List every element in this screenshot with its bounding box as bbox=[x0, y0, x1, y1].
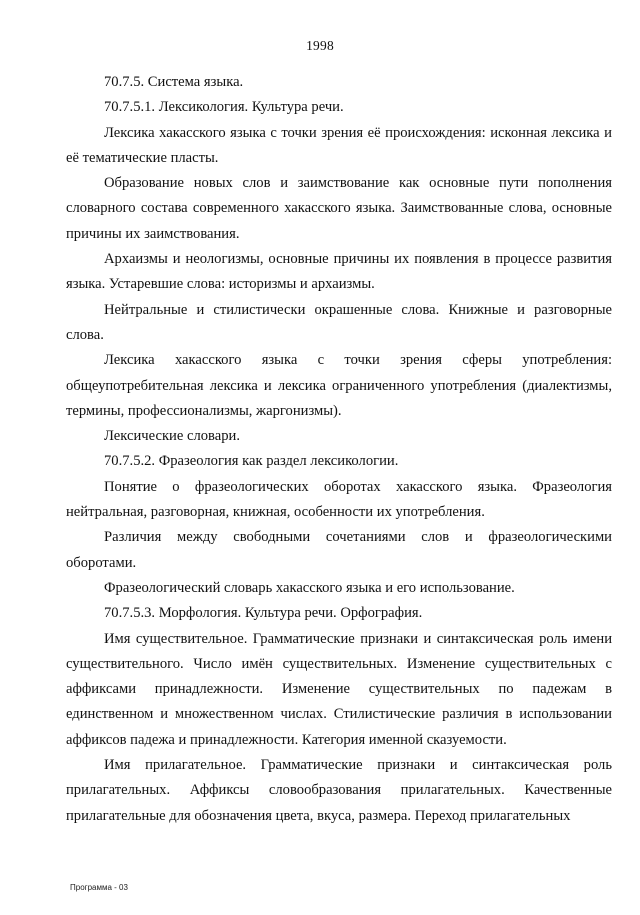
paragraph-adjective: Имя прилагательное. Грамматические признаки и синтаксическая роль прилагательных. Аффиксы словообразования прилагательных. Качественные прилагательные для обозначения цвета, вкуса, размера. Переход прилагательных bbox=[66, 757, 612, 824]
paragraph-word-formation: Образование новых слов и заимствование как основные пути пополнения словарного состава современного хакасского языка. Заимствованные слова, основные причины их заимствования. bbox=[66, 175, 612, 242]
page-footer: Программа - 03 bbox=[70, 883, 128, 892]
paragraph-phraseological-units: Понятие о фразеологических оборотах хакасского языка. Фразеология нейтральная, разговорная, книжная, особенности их употребления. bbox=[66, 478, 612, 521]
paragraph-lexicon-origin: Лексика хакасского языка с точки зрения её происхождения: исконная лексика и её тематические пласты. bbox=[66, 124, 612, 166]
page-number: 1998 bbox=[306, 38, 334, 53]
paragraph-noun: Имя существительное. Грамматические признаки и синтаксическая роль имени существительного. Число имён существительных. Изменение существительных с аффиксами принадлежности. Изменение существительных по падежам в единственном и множественном числах. Стилистические различия в использовании аффиксов падежа и принадлежности. Категория именной сказуемости. bbox=[66, 630, 612, 748]
paragraph-phraseological-dictionary: Фразеологический словарь хакасского языка и его использование. bbox=[104, 579, 515, 596]
paragraph-dictionaries: Лексические словари. bbox=[104, 428, 240, 445]
section-heading-system: 70.7.5. Система языка. bbox=[104, 74, 244, 90]
paragraph-usage-sphere: Лексика хакасского языка с точки зрения сферы употребления: общеупотребительная лексика и лексика ограниченного употребления (диалектизмы, термины, профессионализмы, жаргонизмы). bbox=[66, 352, 612, 419]
document-body bbox=[66, 70, 612, 829]
paragraph-neutral-words: Нейтральные и стилистически окрашенные слова. Книжные и разговорные слова. bbox=[66, 301, 612, 343]
subsection-heading-morphology: 70.7.5.3. Морфология. Культура речи. Орфография. bbox=[104, 605, 423, 622]
paragraph-differences: Различия между свободными сочетаниями слов и фразеологическими оборотами. bbox=[66, 529, 612, 571]
subsection-heading-phraseology: 70.7.5.2. Фразеология как раздел лексикологии. bbox=[104, 453, 399, 470]
paragraph-archaisms: Архаизмы и неологизмы, основные причины их появления в процессе развития языка. Устаревшие слова: историзмы и архаизмы. bbox=[66, 251, 612, 293]
subsection-heading-lexicology: 70.7.5.1. Лексикология. Культура речи. bbox=[104, 99, 344, 116]
